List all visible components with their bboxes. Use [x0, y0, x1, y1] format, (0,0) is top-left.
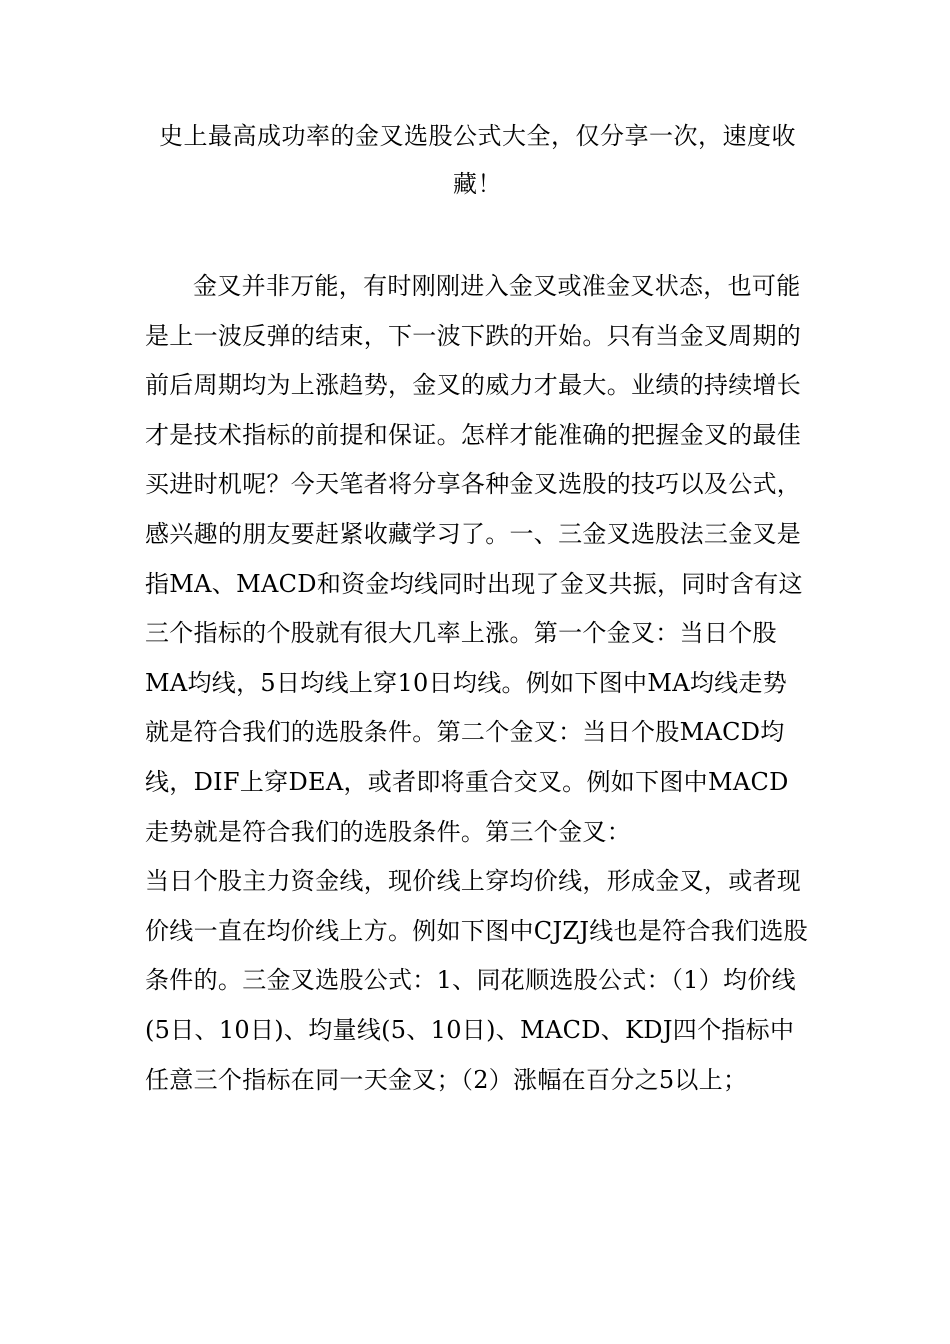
document-body — [145, 262, 810, 1105]
paragraph: 金叉并非万能，有时刚刚进入金叉或准金叉状态，也可能是上一波反弹的结束，下一波下跌的开始。只有当金叉周期的前后周期均为上涨趋势，金叉的威力才最大。业绩的持续增长才是技术指标的前提和保证。怎样才能准确的把握金叉的最佳买进时机呢？今天笔者将分享各种金叉选股的技巧以及公式，感兴趣的朋友要赶紧收藏学习了。一、三金叉选股法三金叉是指MA、MACD和资金均线同时出现了金叉共振，同时含有这三个指标的个股就有很大几率上涨。第一个金叉：当日个股MA均线，5日均线上穿10日均线。例如下图中MA均线走势就是符合我们的选股条件。第二个金叉：当日个股MACD均线，DIF上穿DEA，或者即将重合交叉。例如下图中MACD走势就是符合我们的选股条件。第三个金叉： — [145, 272, 803, 846]
paragraph: 当日个股主力资金线，现价线上穿均价线，形成金叉，或者现价线一直在均价线上方。例如下图中CJZJ线也是符合我们选股条件的。三金叉选股公式：1、同花顺选股公式：（1）均价线(5日、10日)、均量线(5、10日)、MACD、KDJ四个指标中任意三个指标在同一天金叉；（2）涨幅在百分之5以上； — [145, 867, 808, 1094]
document-title: 史上最高成功率的金叉选股公式大全，仅分享一次，速度收藏！ — [159, 122, 796, 198]
